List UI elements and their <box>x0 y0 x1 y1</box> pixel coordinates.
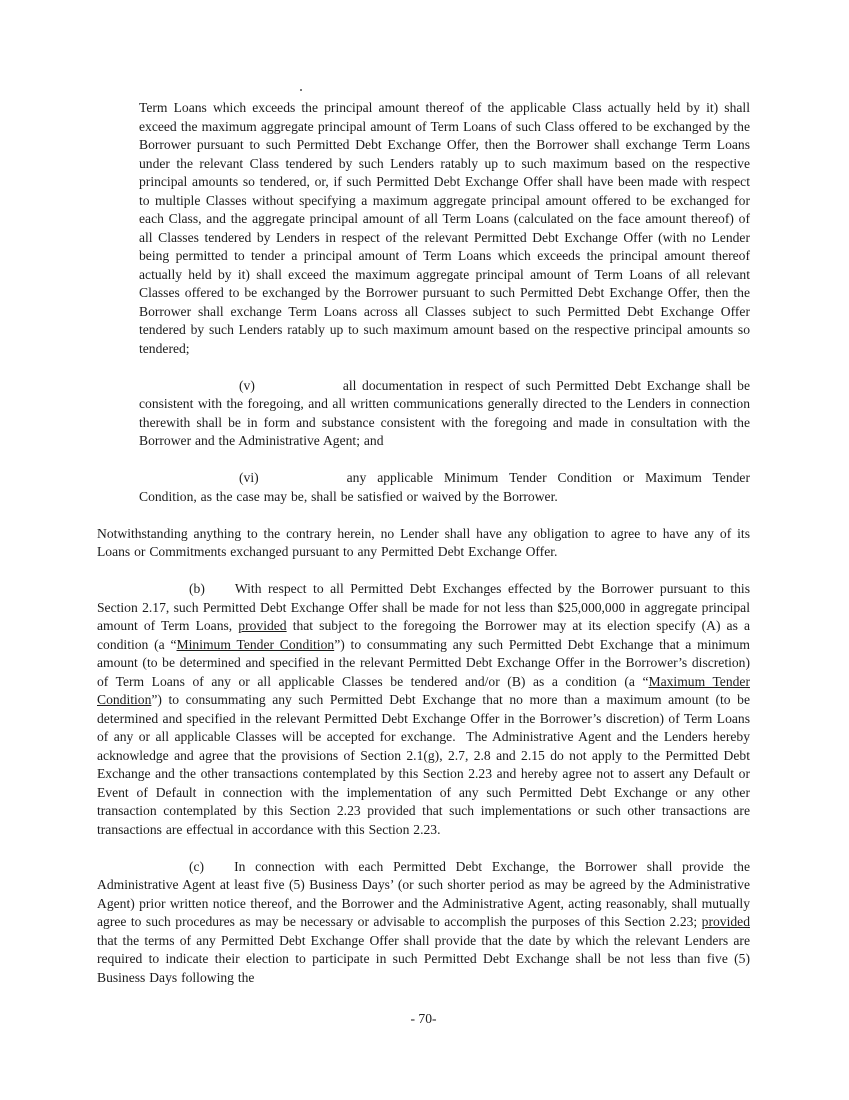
scan-artifact-dot <box>300 89 302 91</box>
clause-vi-paragraph: (vi) any applicable Minimum Tender Condition or Maximum Tender Condition, as the case may be, shall be satisfied or waived by the Borrower. <box>139 470 750 504</box>
paragraph-c: (c) In connection with each Permitted Debt Exchange, the Borrower shall provide the Administrative Agent at least five (5) Business Days’ (or such shorter period as may be agreed by the Administrative Agent) prior written notice thereof, and the Borrower and the Administrative Agent, acting reasonably, shall mutually agree to such procedures as may be necessary or advisable to accomplish the purposes of this Section 2.23; provided that the terms of any Permitted Debt Exchange Offer shall provide that the date by which the relevant Lenders are required to indicate their election to participate in such Permitted Debt Exchange shall be not less than five (5) Business Days following the <box>97 858 750 985</box>
clause-v-paragraph: (v) all documentation in respect of such Permitted Debt Exchange shall be consistent with the foregoing, and all written communications generally directed to the Lenders in connection therewith shall be in form and substance consistent with the foregoing and made in consultation with the Borrower and the Administrative Agent; and <box>139 377 750 448</box>
page-number: - 70- <box>410 1011 437 1026</box>
notwithstanding-paragraph: Notwithstanding anything to the contrary herein, no Lender shall have any obligation to agree to have any of its Loans or Commitments exchanged pursuant to any Permitted Debt Exchange Offer. <box>97 525 750 559</box>
clause-iv-continuation-paragraph: Term Loans which exceeds the principal amount thereof of the applicable Class actually held by it) shall exceed the maximum aggregate principal amount of Term Loans of such Class offered to be exchanged by the Borrower pursuant to such Permitted Debt Exchange Offer, then the Borrower shall exchange Term Loans under the relevant Class tendered by such Lenders ratably up to such maximum based on the respective principal amounts so tendered, or, if such Permitted Debt Exchange Offer shall have been made with respect to multiple Classes without specifying a maximum aggregate principal amount offered to be exchanged for each Class, and the aggregate principal amount of all Term Loans (calculated on the face amount thereof) of all Classes tendered by Lenders in respect of the relevant Permitted Debt Exchange Offer (with no Lender being permitted to tender a principal amount of Term Loans which exceeds the principal amount thereof actually held by it) shall exceed the maximum aggregate principal amount of Term Loans of all relevant Classes offered to be exchanged by the Borrower pursuant to such Permitted Debt Exchange Offer, then the Borrower shall exchange Term Loans across all Classes subject to such Permitted Debt Exchange Offer tendered by such Lenders ratably up to such maximum amount based on the respective principal amounts so tendered; <box>139 100 750 356</box>
paragraph-b: (b) With respect to all Permitted Debt Exchanges effected by the Borrower pursuant to this Section 2.17, such Permitted Debt Exchange Offer shall be made for not less than $25,000,000 in aggregate principal amount of Term Loans, provided that subject to the foregoing the Borrower may at its election specify (A) as a condition (a “Minimum Tender Condition”) to consummating any such Permitted Debt Exchange that a minimum amount (to be determined and specified in the relevant Permitted Debt Exchange Offer in the Borrower’s discretion) of Term Loans of any or all applicable Classes be tendered and/or (B) as a condition (a “Maximum Tender Condition”) to consummating any such Permitted Debt Exchange that no more than a maximum amount (to be determined and specified in the relevant Permitted Debt Exchange Offer in the Borrower’s discretion) of Term Loans of any or all applicable Classes will be accepted for exchange. The Administrative Agent and the Lenders hereby acknowledge and agree that the provisions of Section 2.1(g), 2.7, 2.8 and 2.15 do not apply to the Permitted Debt Exchange and the other transactions contemplated by this Section 2.23 and hereby agree not to assert any Default or Event of Default in connection with the implementation of any such Permitted Debt Exchange or any other transaction contemplated by this Section 2.23 provided that such implementations or such other transactions are transactions are effectual in accordance with this Section 2.23. <box>97 581 750 837</box>
document-body <box>97 99 750 1006</box>
